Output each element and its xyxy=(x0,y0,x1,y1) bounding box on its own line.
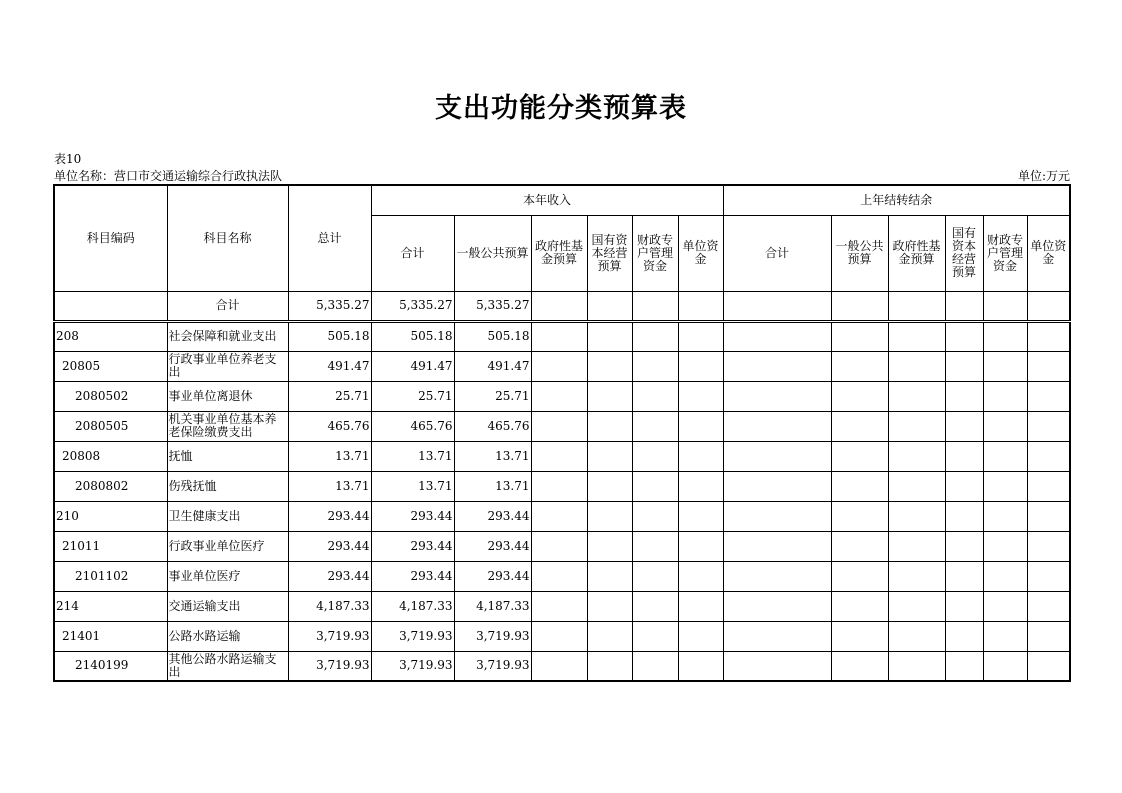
cell-code: 2080802 xyxy=(54,471,167,501)
cell-empty xyxy=(983,501,1027,531)
cell-cur-general: 3,719.93 xyxy=(454,621,531,651)
header-code: 科目编码 xyxy=(54,185,167,291)
cell-cur-total: 13.71 xyxy=(371,441,454,471)
cell-code: 2080502 xyxy=(54,381,167,411)
cell-name: 行政事业单位医疗 xyxy=(167,531,288,561)
cell-empty xyxy=(945,441,983,471)
cell-empty xyxy=(531,441,587,471)
cell-empty xyxy=(888,591,945,621)
cell-empty xyxy=(531,381,587,411)
cell-cur-general: 3,719.93 xyxy=(454,651,531,681)
header-prior-general: 一般公共预算 xyxy=(831,215,888,291)
cell-empty xyxy=(1027,291,1070,321)
cell-empty xyxy=(531,471,587,501)
header-cur-state-capital: 国有资本经营预算 xyxy=(587,215,632,291)
cell-total: 25.71 xyxy=(288,381,371,411)
cell-empty xyxy=(678,501,723,531)
cell-code: 20808 xyxy=(54,441,167,471)
cell-empty xyxy=(723,591,831,621)
cell-empty xyxy=(678,381,723,411)
cell-empty xyxy=(632,501,678,531)
cell-empty xyxy=(1027,381,1070,411)
table-row xyxy=(54,441,1070,471)
cell-empty xyxy=(888,411,945,441)
table-row xyxy=(54,651,1070,681)
cell-code: 2080505 xyxy=(54,411,167,441)
cell-code: 214 xyxy=(54,591,167,621)
cell-cur-total: 5,335.27 xyxy=(371,291,454,321)
cell-empty xyxy=(678,471,723,501)
cell-total: 13.71 xyxy=(288,471,371,501)
cell-empty xyxy=(587,591,632,621)
cell-empty xyxy=(888,351,945,381)
cell-cur-general: 5,335.27 xyxy=(454,291,531,321)
table-row-total xyxy=(54,291,1070,321)
cell-empty xyxy=(831,471,888,501)
cell-empty xyxy=(831,531,888,561)
cell-cur-general: 465.76 xyxy=(454,411,531,441)
cell-empty xyxy=(1027,621,1070,651)
cell-empty xyxy=(531,531,587,561)
cell-empty xyxy=(678,531,723,561)
cell-total: 3,719.93 xyxy=(288,651,371,681)
cell-empty xyxy=(678,561,723,591)
cell-code: 210 xyxy=(54,501,167,531)
cell-empty xyxy=(723,441,831,471)
cell-empty xyxy=(1027,561,1070,591)
cell-empty xyxy=(831,411,888,441)
cell-empty xyxy=(723,501,831,531)
header-prior-special: 财政专户管理资金 xyxy=(983,215,1027,291)
cell-empty xyxy=(831,651,888,681)
cell-empty xyxy=(531,591,587,621)
cell-empty xyxy=(587,321,632,351)
cell-total: 4,187.33 xyxy=(288,591,371,621)
cell-name: 公路水路运输 xyxy=(167,621,288,651)
table-row xyxy=(54,561,1070,591)
cell-empty xyxy=(632,411,678,441)
cell-empty xyxy=(983,561,1027,591)
cell-empty xyxy=(945,291,983,321)
cell-empty xyxy=(1027,501,1070,531)
cell-empty xyxy=(632,621,678,651)
cell-empty xyxy=(632,591,678,621)
cell-cur-general: 25.71 xyxy=(454,381,531,411)
cell-empty xyxy=(945,351,983,381)
cell-empty xyxy=(632,471,678,501)
cell-name: 抚恤 xyxy=(167,441,288,471)
cell-empty xyxy=(723,651,831,681)
table-row xyxy=(54,351,1070,381)
cell-total: 5,335.27 xyxy=(288,291,371,321)
header-prior-fund: 政府性基金预算 xyxy=(888,215,945,291)
cell-cur-total: 491.47 xyxy=(371,351,454,381)
header-name: 科目名称 xyxy=(167,185,288,291)
cell-empty xyxy=(1027,471,1070,501)
cell-empty xyxy=(678,291,723,321)
table-row xyxy=(54,501,1070,531)
cell-cur-general: 293.44 xyxy=(454,501,531,531)
cell-cur-general: 491.47 xyxy=(454,351,531,381)
cell-name: 行政事业单位养老支出 xyxy=(167,351,288,381)
cell-empty xyxy=(587,471,632,501)
table-row xyxy=(54,621,1070,651)
cell-cur-general: 293.44 xyxy=(454,531,531,561)
cell-empty xyxy=(1027,591,1070,621)
header-cur-general: 一般公共预算 xyxy=(454,215,531,291)
cell-cur-total: 3,719.93 xyxy=(371,621,454,651)
cell-empty xyxy=(723,411,831,441)
header-total: 总计 xyxy=(288,185,371,291)
cell-empty xyxy=(983,531,1027,561)
header-cur-special: 财政专户管理资金 xyxy=(632,215,678,291)
cell-empty xyxy=(531,651,587,681)
cell-name: 交通运输支出 xyxy=(167,591,288,621)
cell-cur-total: 293.44 xyxy=(371,531,454,561)
cell-total: 293.44 xyxy=(288,531,371,561)
cell-empty xyxy=(831,501,888,531)
cell-empty xyxy=(723,531,831,561)
cell-empty xyxy=(632,561,678,591)
cell-empty xyxy=(1027,321,1070,351)
cell-empty xyxy=(983,351,1027,381)
cell-empty xyxy=(888,501,945,531)
cell-empty xyxy=(831,441,888,471)
cell-empty xyxy=(587,531,632,561)
table-row xyxy=(54,321,1070,351)
cell-empty xyxy=(888,381,945,411)
cell-code: 2140199 xyxy=(54,651,167,681)
cell-empty xyxy=(983,621,1027,651)
cell-empty xyxy=(678,441,723,471)
page-title: 支出功能分类预算表 xyxy=(435,93,687,124)
cell-empty xyxy=(587,561,632,591)
cell-empty xyxy=(983,441,1027,471)
header-cur-fund: 政府性基金预算 xyxy=(531,215,587,291)
cell-empty xyxy=(945,381,983,411)
table-row xyxy=(54,381,1070,411)
cell-empty xyxy=(831,621,888,651)
cell-empty xyxy=(983,471,1027,501)
cell-empty xyxy=(945,591,983,621)
cell-total: 505.18 xyxy=(288,321,371,351)
cell-empty xyxy=(632,351,678,381)
cell-cur-total: 465.76 xyxy=(371,411,454,441)
cell-empty xyxy=(531,411,587,441)
cell-name: 卫生健康支出 xyxy=(167,501,288,531)
cell-empty xyxy=(587,441,632,471)
cell-total: 293.44 xyxy=(288,501,371,531)
table-row xyxy=(54,471,1070,501)
cell-empty xyxy=(888,471,945,501)
cell-empty xyxy=(531,291,587,321)
cell-code xyxy=(54,291,167,321)
header-prior-total: 合计 xyxy=(723,215,831,291)
cell-empty xyxy=(888,621,945,651)
cell-empty xyxy=(888,291,945,321)
cell-empty xyxy=(983,291,1027,321)
cell-empty xyxy=(632,291,678,321)
cell-empty xyxy=(1027,441,1070,471)
cell-cur-total: 4,187.33 xyxy=(371,591,454,621)
cell-empty xyxy=(1027,411,1070,441)
cell-cur-general: 13.71 xyxy=(454,441,531,471)
cell-code: 208 xyxy=(54,321,167,351)
cell-empty xyxy=(587,381,632,411)
cell-empty xyxy=(831,381,888,411)
unit-name: 单位名称：营口市交通运输综合行政执法队 xyxy=(54,169,283,183)
cell-empty xyxy=(983,381,1027,411)
cell-empty xyxy=(632,441,678,471)
cell-empty xyxy=(945,531,983,561)
cell-code: 21401 xyxy=(54,621,167,651)
cell-empty xyxy=(587,291,632,321)
cell-total: 465.76 xyxy=(288,411,371,441)
cell-empty xyxy=(888,561,945,591)
cell-empty xyxy=(678,591,723,621)
cell-total: 3,719.93 xyxy=(288,621,371,651)
header-cur-total: 合计 xyxy=(371,215,454,291)
currency-unit: 单位:万元 xyxy=(1017,169,1070,183)
cell-empty xyxy=(632,651,678,681)
cell-cur-total: 3,719.93 xyxy=(371,651,454,681)
cell-name: 事业单位离退休 xyxy=(167,381,288,411)
cell-empty xyxy=(587,621,632,651)
cell-empty xyxy=(983,651,1027,681)
cell-cur-total: 505.18 xyxy=(371,321,454,351)
cell-cur-general: 505.18 xyxy=(454,321,531,351)
cell-empty xyxy=(632,321,678,351)
cell-empty xyxy=(983,411,1027,441)
cell-empty xyxy=(831,291,888,321)
table-row xyxy=(54,531,1070,561)
cell-empty xyxy=(1027,351,1070,381)
cell-empty xyxy=(888,531,945,561)
cell-empty xyxy=(888,321,945,351)
cell-code: 2101102 xyxy=(54,561,167,591)
cell-empty xyxy=(587,411,632,441)
cell-empty xyxy=(678,651,723,681)
cell-empty xyxy=(723,351,831,381)
cell-cur-total: 293.44 xyxy=(371,561,454,591)
cell-empty xyxy=(1027,651,1070,681)
budget-table xyxy=(53,184,1071,682)
cell-empty xyxy=(1027,531,1070,561)
table-row xyxy=(54,591,1070,621)
cell-name: 合计 xyxy=(167,291,288,321)
cell-empty xyxy=(945,651,983,681)
cell-empty xyxy=(587,351,632,381)
cell-cur-total: 13.71 xyxy=(371,471,454,501)
cell-empty xyxy=(723,471,831,501)
header-prior-balance: 上年结转结余 xyxy=(723,185,1070,215)
cell-cur-total: 25.71 xyxy=(371,381,454,411)
cell-cur-general: 4,187.33 xyxy=(454,591,531,621)
cell-empty xyxy=(531,501,587,531)
header-current-income: 本年收入 xyxy=(371,185,723,215)
cell-empty xyxy=(831,591,888,621)
cell-empty xyxy=(632,381,678,411)
cell-empty xyxy=(723,321,831,351)
cell-empty xyxy=(888,651,945,681)
cell-empty xyxy=(723,621,831,651)
cell-empty xyxy=(632,531,678,561)
cell-code: 20805 xyxy=(54,351,167,381)
cell-empty xyxy=(531,351,587,381)
cell-empty xyxy=(945,471,983,501)
cell-empty xyxy=(888,441,945,471)
cell-total: 13.71 xyxy=(288,441,371,471)
cell-empty xyxy=(678,321,723,351)
cell-total: 491.47 xyxy=(288,351,371,381)
cell-empty xyxy=(831,561,888,591)
cell-empty xyxy=(587,651,632,681)
cell-empty xyxy=(531,321,587,351)
cell-empty xyxy=(723,561,831,591)
cell-total: 293.44 xyxy=(288,561,371,591)
cell-empty xyxy=(945,561,983,591)
cell-empty xyxy=(587,501,632,531)
cell-empty xyxy=(945,501,983,531)
table-number: 表10 xyxy=(54,152,82,166)
cell-empty xyxy=(831,321,888,351)
header-prior-state-capital: 国有资本经营预算 xyxy=(945,215,983,291)
cell-empty xyxy=(723,381,831,411)
cell-empty xyxy=(678,621,723,651)
cell-empty xyxy=(678,411,723,441)
cell-empty xyxy=(531,621,587,651)
cell-name: 其他公路水路运输支出 xyxy=(167,651,288,681)
cell-cur-total: 293.44 xyxy=(371,501,454,531)
cell-empty xyxy=(945,621,983,651)
cell-name: 社会保障和就业支出 xyxy=(167,321,288,351)
cell-name: 机关事业单位基本养老保险缴费支出 xyxy=(167,411,288,441)
cell-empty xyxy=(983,591,1027,621)
cell-cur-general: 13.71 xyxy=(454,471,531,501)
cell-empty xyxy=(831,351,888,381)
table-row xyxy=(54,411,1070,441)
cell-empty xyxy=(723,291,831,321)
header-prior-unit: 单位资金 xyxy=(1027,215,1070,291)
cell-empty xyxy=(983,321,1027,351)
header-cur-unit: 单位资金 xyxy=(678,215,723,291)
cell-empty xyxy=(678,351,723,381)
cell-cur-general: 293.44 xyxy=(454,561,531,591)
cell-name: 伤残抚恤 xyxy=(167,471,288,501)
cell-code: 21011 xyxy=(54,531,167,561)
cell-name: 事业单位医疗 xyxy=(167,561,288,591)
cell-empty xyxy=(945,321,983,351)
cell-empty xyxy=(531,561,587,591)
cell-empty xyxy=(945,411,983,441)
